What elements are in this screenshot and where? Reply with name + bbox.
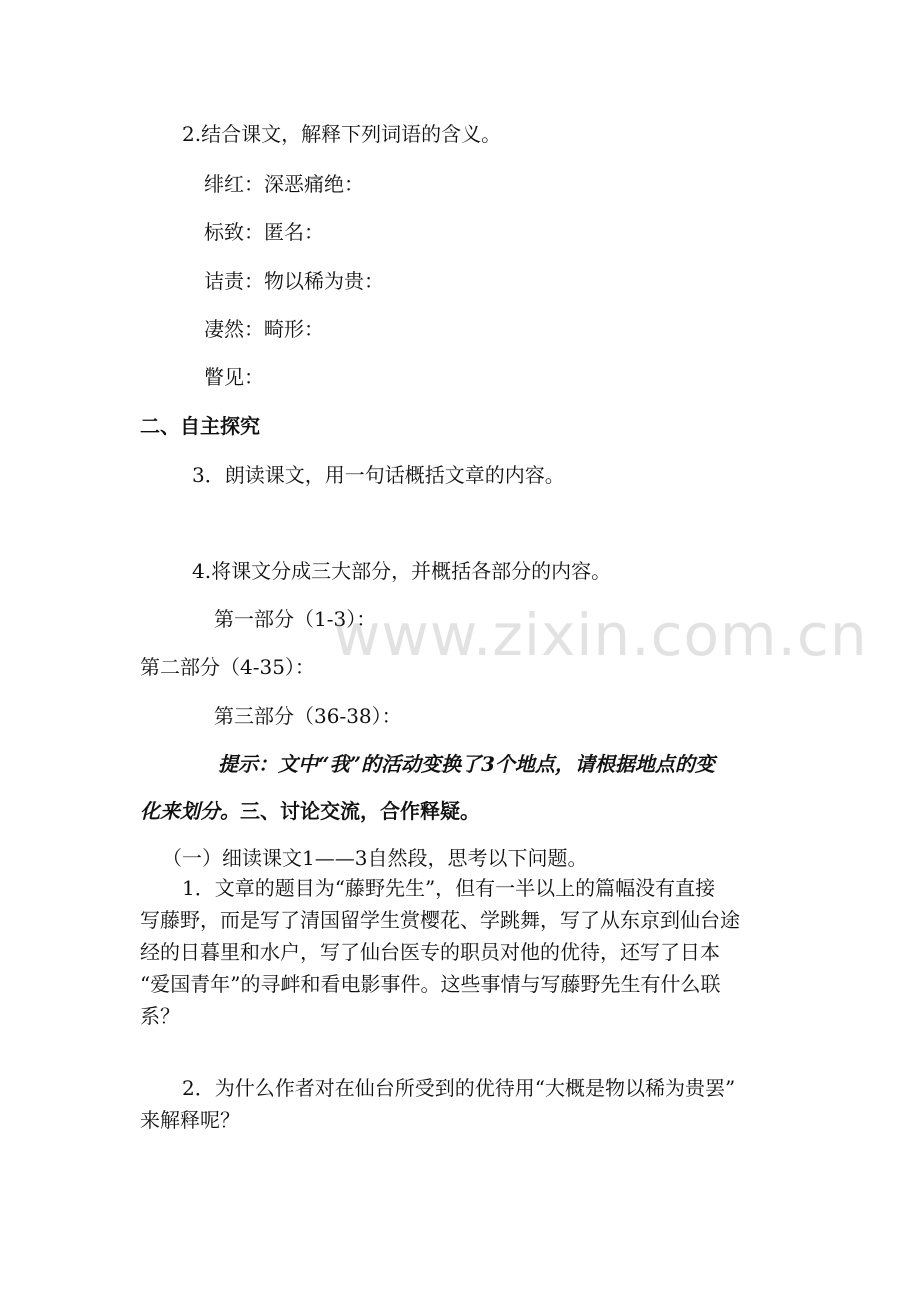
part-1: 第一部分（1-3）： bbox=[214, 607, 377, 631]
section-3-heading: 三、讨论交流，合作释疑。 bbox=[240, 799, 480, 823]
part-3: 第三部分（36-38）： bbox=[214, 704, 402, 728]
section-2-heading: 二、自主探究 bbox=[140, 414, 260, 438]
paragraph-1-line-5: 系？ bbox=[140, 1004, 180, 1028]
subsection-1: （一）细读课文1——3自然段，思考以下问题。 bbox=[162, 846, 588, 870]
paragraph-1-line-4: “爱国青年”的寻衅和看电影事件。这些事情与写藤野先生有什么联 bbox=[140, 972, 721, 996]
hint-line-2-italic: 化来划分。 bbox=[140, 799, 240, 823]
question-3: 3．朗读课文，用一句话概括文章的内容。 bbox=[192, 463, 565, 487]
terms-row-2: 标致：匿名： bbox=[204, 220, 324, 244]
question-4: 4.将课文分成三大部分，并概括各部分的内容。 bbox=[192, 559, 612, 583]
paragraph-2-line-1: 2．为什么作者对在仙台所受到的优待用“大概是物以稀为贵罢” bbox=[182, 1076, 736, 1100]
paragraph-1-line-2: 写藤野，而是写了清国留学生赏樱花、学跳舞，写了从东京到仙台途 bbox=[140, 908, 740, 932]
part-2: 第二部分（4-35）： bbox=[140, 655, 315, 679]
paragraph-1-line-1: 1．文章的题目为“藤野先生”，但有一半以上的篇幅没有直接 bbox=[182, 876, 716, 900]
paragraph-2-line-2: 来解释呢？ bbox=[140, 1108, 240, 1132]
terms-row-5: 瞥见： bbox=[204, 365, 264, 389]
watermark: www.zixin.com.cn bbox=[333, 601, 868, 669]
hint-line-1: 提示：文中“我”的活动变换了3个地点，请根据地点的变 bbox=[218, 752, 715, 776]
terms-row-3: 诘责：物以稀为贵： bbox=[204, 269, 384, 293]
hint-line-2 bbox=[140, 797, 480, 825]
terms-row-4: 凄然：畸形： bbox=[204, 317, 324, 341]
question-2-title: 2.结合课文，解释下列词语的含义。 bbox=[182, 122, 502, 146]
paragraph-1-line-3: 经的日暮里和水户，写了仙台医专的职员对他的优待，还写了日本 bbox=[140, 940, 720, 964]
terms-row-1: 绯红：深恶痛绝： bbox=[204, 172, 364, 196]
